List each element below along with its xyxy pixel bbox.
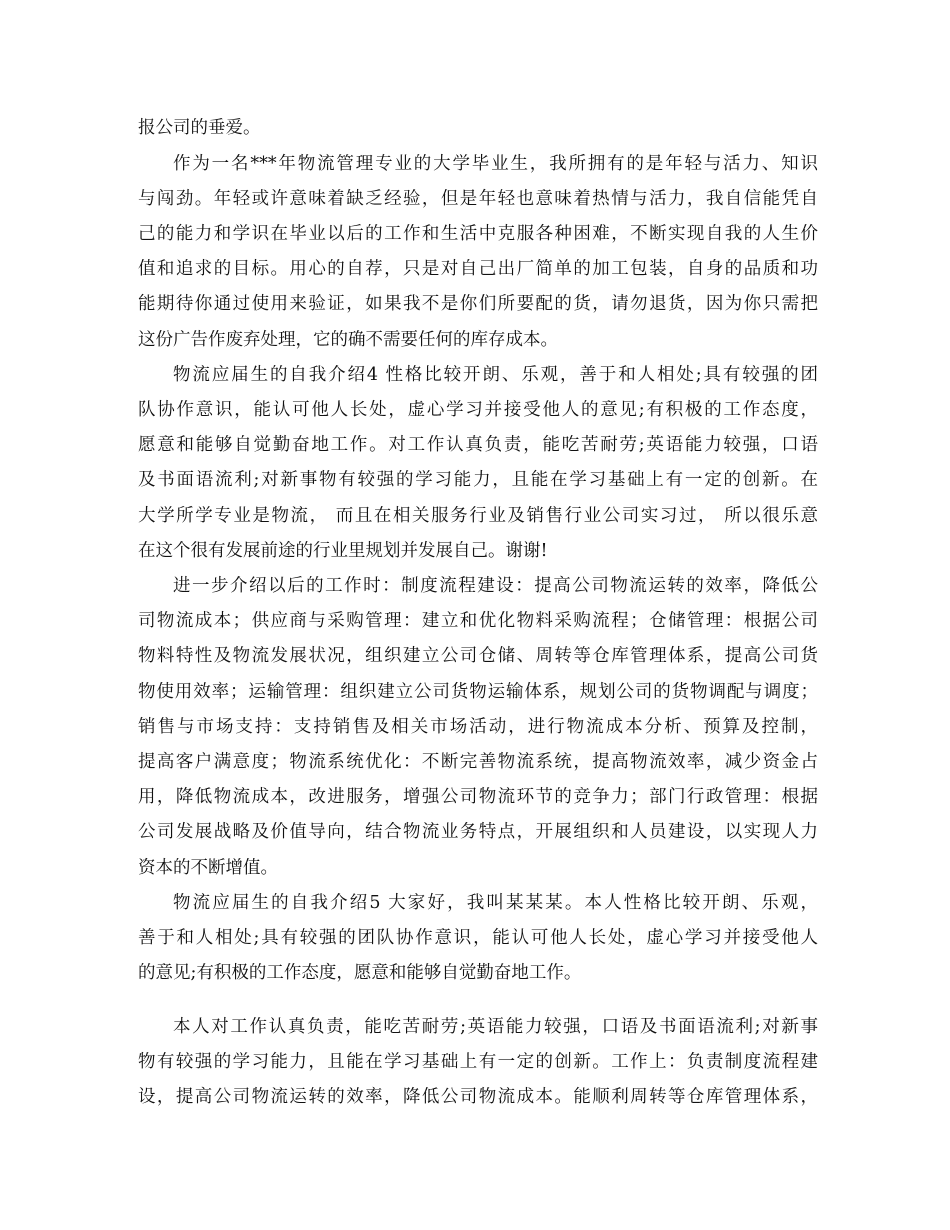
- text-line: 值和追求的目标。用心的自荐，只是对自己出厂简单的加工包装，自身的品质和功: [138, 259, 818, 279]
- text-line: 提高客户满意度；物流系统优化：不断完善物流系统，提高物流效率，减少资金占: [138, 752, 818, 772]
- text-line: 资本的不断增值。: [138, 858, 278, 878]
- text-line: 公司发展战略及价值导向，结合物流业务特点，开展组织和人员建设，以实现人力: [138, 822, 818, 842]
- text-line: 物有较强的学习能力，且能在学习基础上有一定的创新。工作上：负责制度流程建: [138, 1052, 818, 1072]
- text-line: 能期待你通过使用来验证，如果我不是你们所要配的货，请勿退货，因为你只需把: [138, 294, 818, 314]
- text-line: 司物流成本；供应商与采购管理：建立和优化物料采购流程；仓储管理：根据公司: [138, 611, 818, 631]
- text-line: 物流应届生的自我介绍4 性格比较开朗、乐观，善于和人相处;具有较强的团: [173, 365, 818, 385]
- text-line: 设，提高公司物流运转的效率，降低公司物流成本。能顺利周转等仓库管理体系，: [138, 1087, 818, 1107]
- text-line: 与闯劲。年轻或许意味着缺乏经验，但是年轻也意味着热情与活力，我自信能凭自: [138, 189, 818, 209]
- text-line: 物料特性及物流发展状况，组织建立公司仓储、周转等仓库管理体系，提高公司货: [138, 646, 818, 666]
- text-line: 物流应届生的自我介绍5 大家好，我叫某某某。本人性格比较开朗、乐观，: [173, 893, 818, 913]
- text-line: 本人对工作认真负责，能吃苦耐劳;英语能力较强，口语及书面语流利;对新事: [173, 1017, 818, 1037]
- text-line: 进一步介绍以后的工作时：制度流程建设：提高公司物流运转的效率，降低公: [173, 576, 818, 596]
- text-line: 及书面语流利;对新事物有较强的学习能力，且能在学习基础上有一定的创新。在: [138, 470, 818, 490]
- text-line: 大学所学专业是物流， 而且在相关服务行业及销售行业公司实习过， 所以很乐意: [138, 506, 818, 526]
- text-line: 在这个很有发展前途的行业里规划并发展自己。谢谢!: [138, 541, 548, 561]
- text-line: 的意见;有积极的工作态度，愿意和能够自觉勤奋地工作。: [138, 963, 582, 983]
- text-line: 作为一名***年物流管理专业的大学毕业生，我所拥有的是年轻与活力、知识: [173, 154, 818, 174]
- text-line: 用，降低物流成本，改进服务，增强公司物流环节的竞争力；部门行政管理：根据: [138, 787, 818, 807]
- text-line: 物使用效率；运输管理：组织建立公司货物运输体系，规划公司的货物调配与调度；: [138, 682, 818, 702]
- text-line: 销售与市场支持：支持销售及相关市场活动，进行物流成本分析、预算及控制，: [138, 717, 818, 737]
- text-line: 愿意和能够自觉勤奋地工作。对工作认真负责，能吃苦耐劳;英语能力较强，口语: [138, 435, 818, 455]
- text-line: 善于和人相处;具有较强的团队协作意识，能认可他人长处，虚心学习并接受他人: [138, 928, 818, 948]
- text-line: 报公司的垂爱。: [138, 118, 261, 138]
- text-line: 队协作意识，能认可他人长处，虚心学习并接受他人的意见;有积极的工作态度，: [138, 400, 818, 420]
- text-line: 己的能力和学识在毕业以后的工作和生活中克服各种困难，不断实现自我的人生价: [138, 224, 818, 244]
- text-line: 这份广告作废弃处理，它的确不需要任何的库存成本。: [138, 330, 558, 350]
